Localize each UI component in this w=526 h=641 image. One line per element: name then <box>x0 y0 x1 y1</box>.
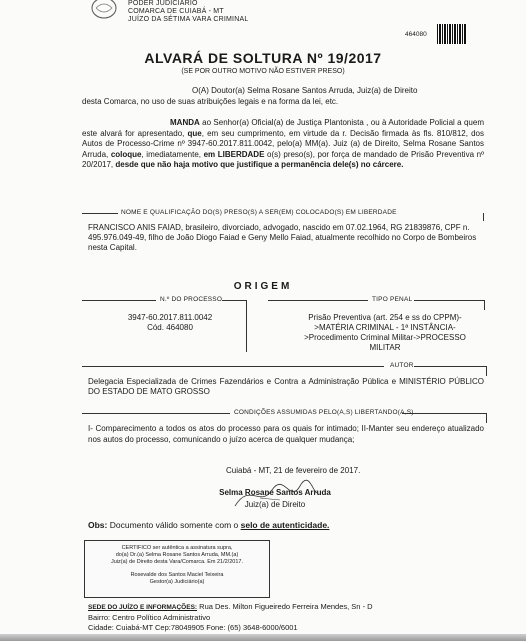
order-bold-end: desde que não haja motivo que justifique a permanência dele(s) no cárcere. <box>115 160 404 169</box>
header-line-3: JUÍZO DA SÉTIMA VARA CRIMINAL <box>128 16 249 23</box>
order-que: que <box>187 128 202 138</box>
obs-prefix: Obs: <box>88 520 108 530</box>
judge-role: Juiz(a) de Direito <box>244 500 306 509</box>
order-part-1: ao Senhor(a) Oficial(a) de Justiça Plantonista , ou à <box>199 118 387 127</box>
certificate-line-3: Juiz(a) de Direito desta Vara/Comarca. Em 21/2/2017. <box>111 559 243 565</box>
certificate-line-1: CERTIFICO ser autêntica a assinatura supra, <box>121 545 233 551</box>
autor-rule-right <box>414 366 486 367</box>
origem-heading: ORIGEM <box>233 281 293 292</box>
certificate-text <box>85 541 269 586</box>
conditions-label: CONDIÇÕES ASSUMIDAS PELO(A,S) LIBERTANDO(A,S) <box>234 409 414 416</box>
footer-address: Rua Des. Milton Figueiredo Ferreira Mendes, Sn - D <box>197 602 373 611</box>
section-label-nome: NOME E QUALIFICAÇÃO DO(S) PRESO(S) A SER(EM) COLOCADO(S) EM LIBERDADE <box>121 209 397 216</box>
obs-middle: Documento válido somente com o <box>107 520 241 530</box>
barcode <box>437 24 467 44</box>
footer-bairro: Bairro: Centro Político Administrativo <box>88 613 211 622</box>
order-coloque: coloque <box>110 149 142 159</box>
autor-label: AUTOR <box>390 362 414 369</box>
document-number: 464080 <box>405 31 427 38</box>
footer-cidade: Cidade: Cuiabá-MT Cep:78049905 Fone: (65) 3648-6000/6001 <box>88 623 298 632</box>
autor-rule-vertical <box>486 366 487 376</box>
document-subtitle: (SE POR OUTRO MOTIVO NÃO ESTIVER PRESO) <box>181 68 345 75</box>
cond-rule-right <box>402 413 486 414</box>
order-part-4: , imediatamente, <box>141 149 204 159</box>
obs-selo: selo de autenticidade. <box>240 520 330 530</box>
intro-paragraph <box>82 86 484 107</box>
cond-rule-left <box>82 413 230 414</box>
autor-text: Delegacia Especializada de Crimes Fazendários e Contra a Administração Pública e MINISTÉRIO PÚBLICO DO ESTADO DE MATO GROSSO <box>88 377 484 396</box>
intro-line-2: desta Comarca, no uso de suas atribuições legais e na forma da lei, etc. <box>82 96 339 106</box>
section-rule-right <box>483 213 484 221</box>
cond-rule-vertical <box>486 413 487 423</box>
order-paragraph <box>82 118 484 171</box>
footer-label: SEDE DO JUÍZO E INFORMAÇÕES: <box>88 604 198 611</box>
process-rule-right <box>222 300 246 301</box>
header-line-2: COMARCA DE CUIABÁ - MT <box>128 8 224 15</box>
process-number-block <box>100 313 240 333</box>
tipo-rule-right <box>414 300 484 301</box>
order-part-2: Autoridade Policial a quem este alvará for apresentado, <box>82 118 484 138</box>
order-manda: MANDA <box>170 118 200 127</box>
certificate-box <box>84 540 270 598</box>
intro-line-1: O(A) Doutor(a) Selma Rosane Santos Arruda, Juiz(a) de Direito <box>192 86 418 95</box>
prisoner-qualification: FRANCISCO ANIS FAIAD, brasileiro, divorciado, advogado, nascido em 07.02.1964, RG 21839876, CPF n. 495.976.049-49, filho de João Diogo Faiad e Geny Mello Faiad, atualmente recolhido no Corpo de Bombeiros nesta Capital. <box>88 223 477 252</box>
obs-line <box>88 520 329 530</box>
handwritten-signature <box>230 478 320 512</box>
certificate-line-5: Gestor(a) Judiciário(a) <box>149 579 205 585</box>
certificate-line-4: Rosevalde dos Santos Maciel Teixeira <box>130 572 224 578</box>
process-number: 3947-60.2017.811.0042 <box>127 313 213 322</box>
order-part-3: , em seu cumprimento, em virtude da r. Decisão firmada às fls. 810/812, dos Autos de Processo-Crime nº 3947-60.2017.811.0042, pelo(a) MM(a). Juiz (a) de Direito, Selma Rosane Santos Arruda, <box>82 128 484 159</box>
header-line-1: PODER JUDICIÁRIO <box>128 0 198 7</box>
order-em-liberdade: em LIBERDADE <box>203 149 265 159</box>
court-seal-icon <box>88 0 120 20</box>
certificate-line-2: do(a) Dr.(a) Selma Rosane Santos Arruda, MM.(a) <box>115 552 239 558</box>
date-line: Cuiabá - MT, 21 de fevereiro de 2017. <box>226 466 361 475</box>
footer <box>88 602 373 633</box>
process-code: Cód. 464080 <box>147 323 193 332</box>
tipo-penal-label: TIPO PENAL <box>372 296 413 303</box>
order-part-5: o(s) preso(s), por força de mandado de Prisão Preventiva nº 20/2017, <box>82 149 484 169</box>
autor-rule-left <box>82 366 384 367</box>
judge-name: Selma Rosane Santos Arruda <box>219 488 331 497</box>
process-number-label: N.º DO PROCESSO <box>160 296 223 303</box>
conditions-text: I- Comparecimento a todos os atos do processo para os quais for intimado; II-Manter seu endereço atualizado nos autos do processo, comunicando o juízo acerca de qualquer mudança; <box>88 424 484 444</box>
document-title: ALVARÁ DE SOLTURA Nº 19/2017 <box>144 50 382 66</box>
section-rule-left <box>82 213 118 214</box>
process-rule-left <box>82 300 156 301</box>
tipo-rule-vertical <box>484 300 485 310</box>
process-rule-vertical <box>246 300 247 352</box>
tipo-rule-left <box>268 300 368 301</box>
tipo-penal-block: Prisão Preventiva (art. 254 e ss do CPPM)->MATÉRIA CRIMINAL - 1ª INSTÂNCIA->Procedimento Criminal Militar->PROCESSO MILITAR <box>304 313 466 352</box>
scan-edge <box>0 634 526 641</box>
